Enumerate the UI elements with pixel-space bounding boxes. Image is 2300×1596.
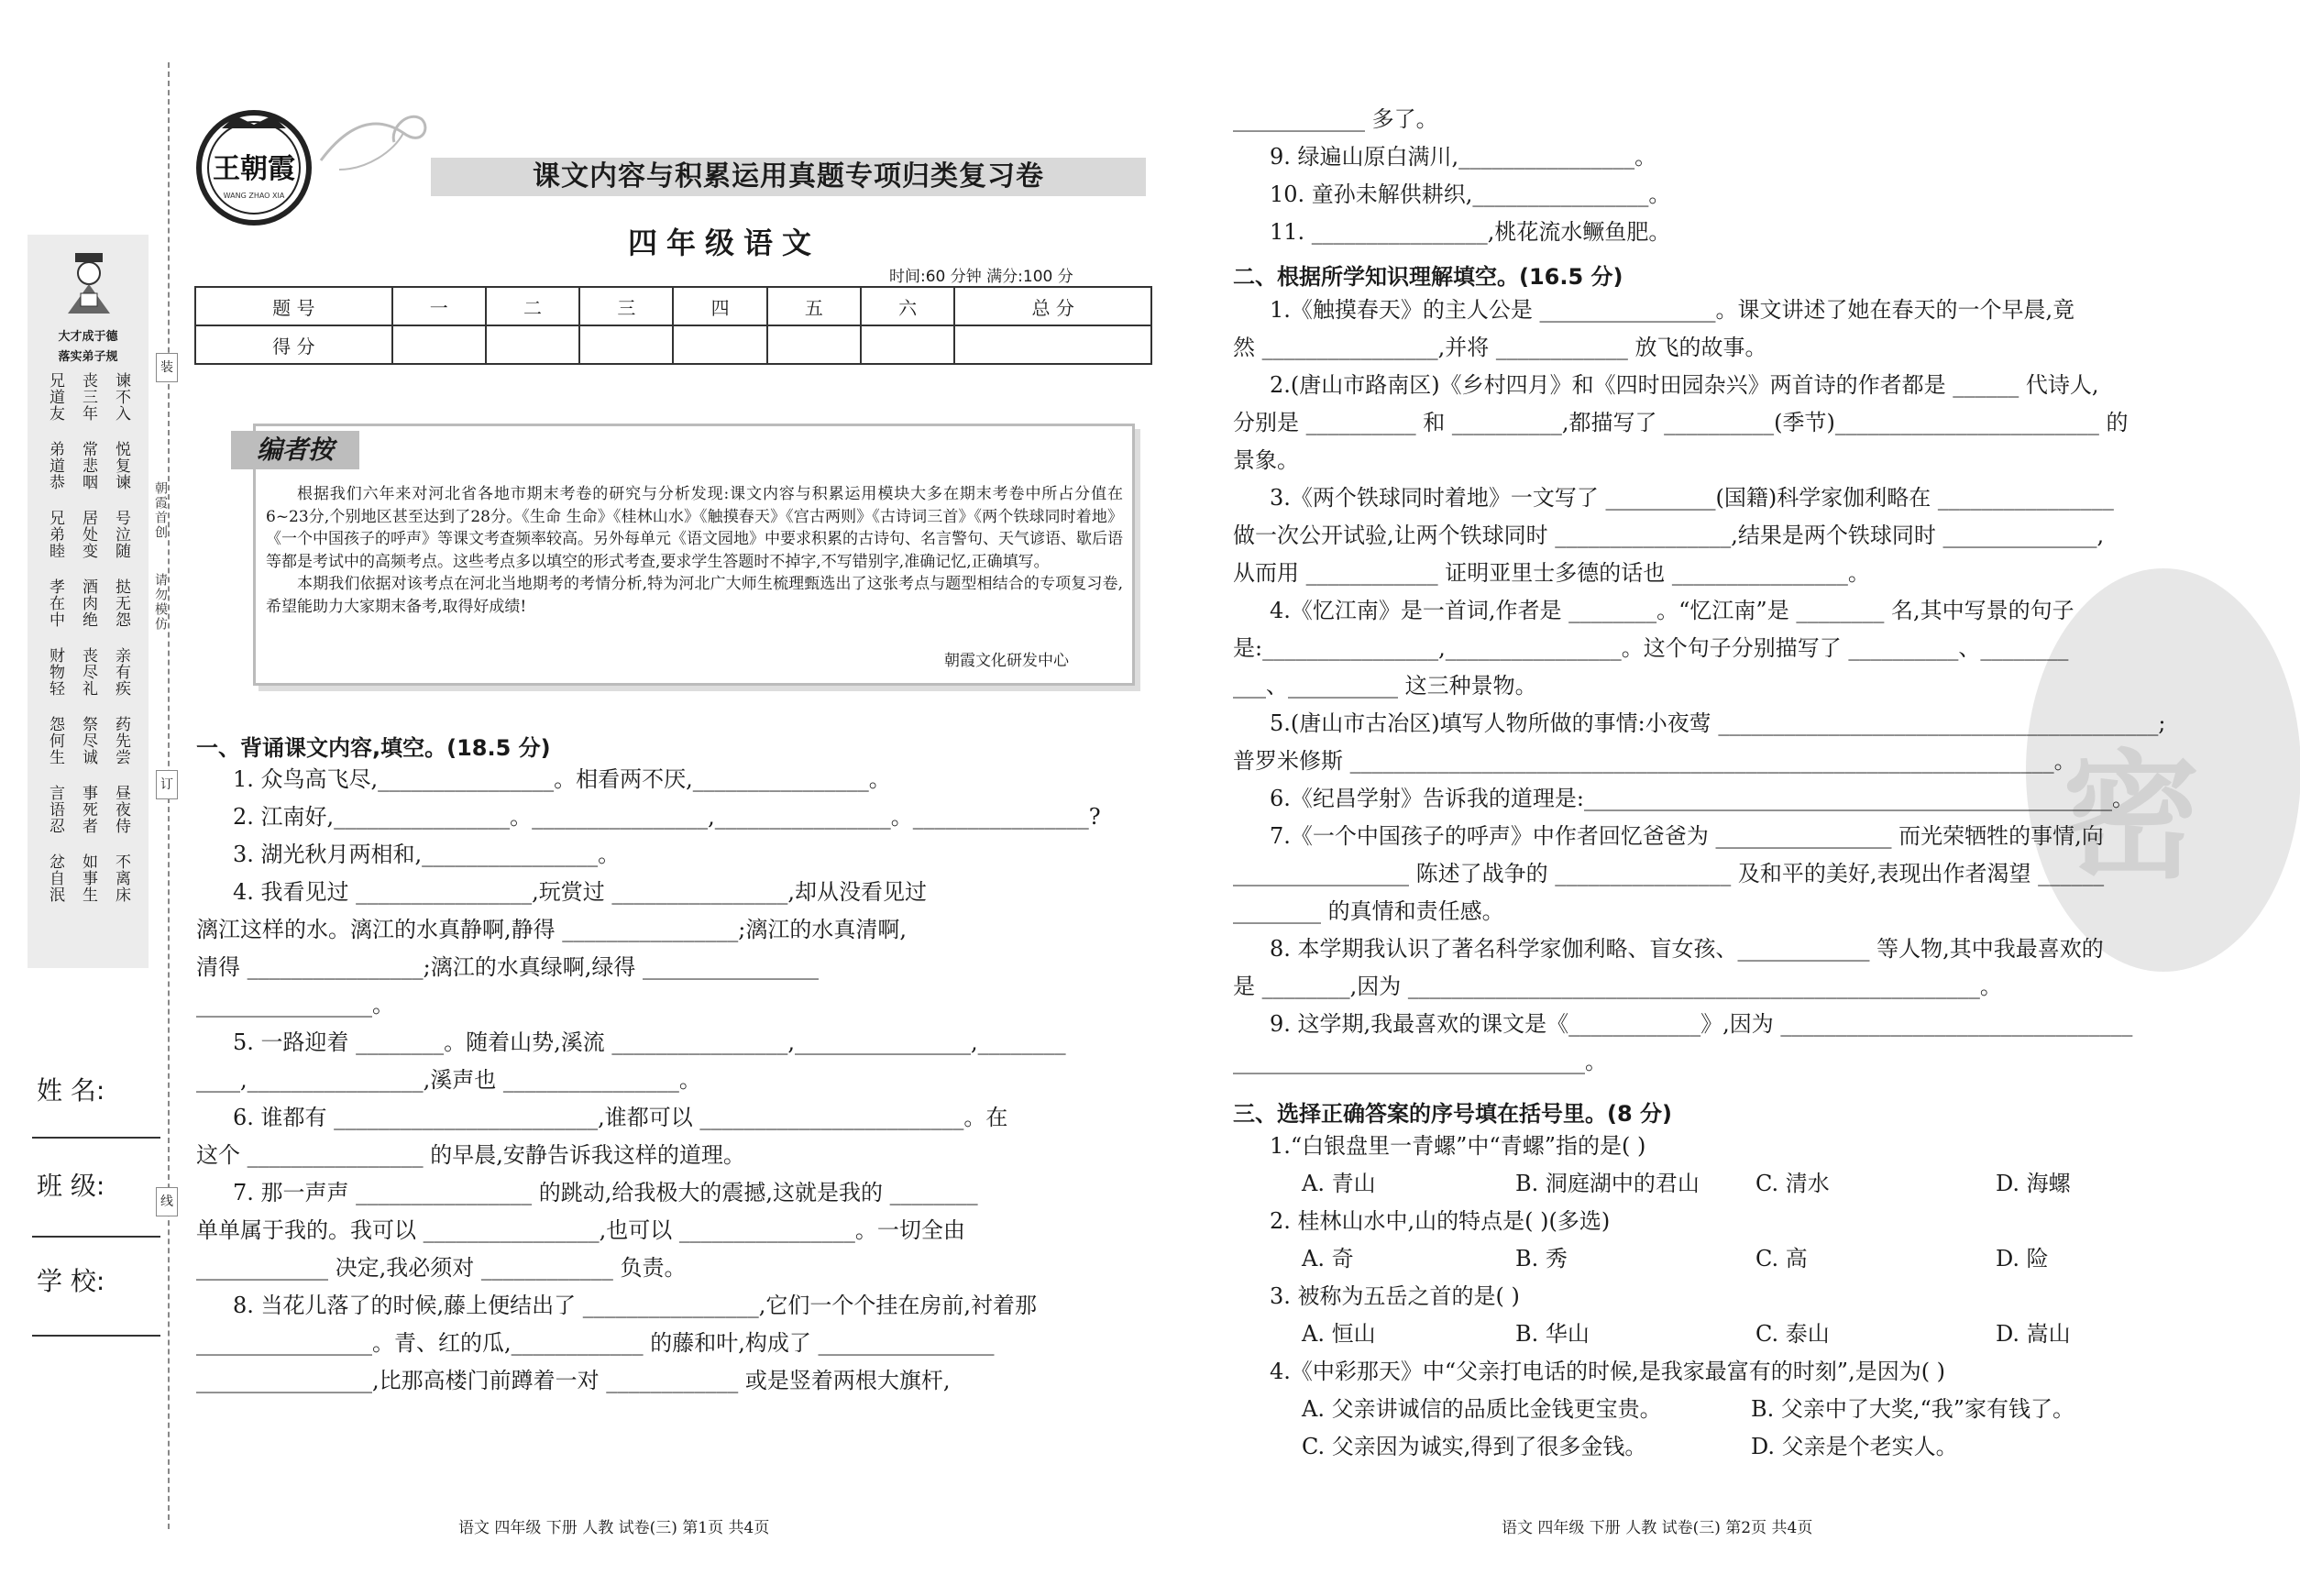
- section-3-title: 三、选择正确答案的序号填在括号里。(8 分): [1233, 1101, 1672, 1127]
- editor-note-paragraph: 本期我们依据对该考点在河北当地期考的考情分析,特为河北广大师生梳理甄选出了这张考点与题型相结合的专项复习卷,希望能助力大家期末备考,取得好成绩!: [266, 575, 1123, 616]
- score-cell[interactable]: [579, 325, 673, 364]
- question-line: 做一次公开试验,让两个铁球同时 ________________,结果是两个铁球同时 ______________,: [1233, 523, 2105, 548]
- verse-text: 言语忍: [46, 785, 64, 834]
- verse-text: 药先尝: [112, 716, 130, 765]
- question-line: ________________ 陈述了战争的 ________________ 及和平的美好,表现出作者渴望 ______: [1233, 861, 2105, 886]
- question-line: 是:________________,________________。这个句子分别描写了 __________、________: [1233, 635, 2069, 661]
- question-line: 是 ________,因为 ____________________________________________________。: [1233, 974, 2002, 999]
- verse-text: 怨何生: [46, 716, 64, 765]
- score-cell[interactable]: [954, 325, 1151, 364]
- logo-subtext: WANG ZHAO XIA: [223, 192, 285, 200]
- score-cell[interactable]: [767, 325, 861, 364]
- question-line: ___、__________ 这三种景物。: [1233, 673, 1537, 699]
- score-table-header-row: [195, 287, 1151, 325]
- question-line: ____,________________,溪声也 ________________。: [196, 1067, 701, 1093]
- ribbon-bow-icon: [303, 105, 440, 179]
- choice-option[interactable]: B. 父亲中了大奖,“我”家有钱了。: [1751, 1396, 2075, 1422]
- verse-text: 谏不入: [112, 372, 130, 422]
- choice-option[interactable]: B. 华山: [1515, 1321, 1590, 1347]
- motto-1: 大才成于德: [58, 330, 118, 344]
- verse-text: 亲有疾: [112, 647, 130, 697]
- question-line: 单单属于我的。我可以 ________________,也可以 ________________。一切全由: [196, 1217, 965, 1243]
- name-label: 姓 名:: [37, 1075, 105, 1106]
- table-cell: 四: [673, 287, 766, 325]
- question-line: 1.《触摸春天》的主人公是 ________________。课文讲述了她在春天的一个早晨,竟: [1270, 297, 2075, 323]
- question-line: 7. 那一声声 ________________ 的跳动,给我极大的震撼,这就是我的 ________: [233, 1180, 978, 1205]
- choice-option[interactable]: A. 恒山: [1302, 1321, 1376, 1347]
- question-line: 2. 江南好,________________。________________,________________。________________?: [233, 804, 1101, 830]
- verse-text: 悦复谏: [112, 441, 130, 490]
- choice-option[interactable]: C. 高: [1755, 1246, 1808, 1271]
- verse-text: 昼夜侍: [112, 785, 130, 834]
- editor-note-body: [266, 483, 1123, 618]
- verse-text: 事死者: [79, 785, 97, 834]
- choice-option[interactable]: D. 海螺: [1996, 1171, 2071, 1196]
- verse-text: 号泣随: [112, 510, 130, 559]
- verse-row: [46, 510, 130, 578]
- question-line: ________________,比那高楼门前蹲着一对 ____________ 或是竖着两根大旗杆,: [196, 1368, 951, 1393]
- question-line: 5.(唐山市古冶区)填写人物所做的事情:小夜莺 ________________________________________;: [1270, 710, 2166, 736]
- choice-option[interactable]: C. 父亲因为诚实,得到了很多金钱。: [1302, 1434, 1647, 1459]
- verse-row: [46, 716, 130, 785]
- verse-text: 如事生: [79, 853, 97, 903]
- question-line: 4. 我看见过 ________________,玩赏过 ________________,却从没看见过: [233, 879, 928, 905]
- choice-option[interactable]: D. 险: [1996, 1246, 2049, 1271]
- choice-question-stem: 4.《中彩那天》中“父亲打电话的时候,是我家最富有的时刻”,是因为( ): [1270, 1359, 1946, 1384]
- binding-sidebar: [28, 235, 149, 968]
- verse-row: [46, 372, 130, 441]
- choice-option[interactable]: A. 奇: [1302, 1246, 1354, 1271]
- binding-seal-2: 订: [156, 770, 178, 799]
- choice-question-stem: 2. 桂林山水中,山的特点是( )(多选): [1270, 1208, 1611, 1234]
- question-line: ________________。: [196, 992, 394, 1018]
- verse-columns: [46, 372, 130, 922]
- verse-text: 丧三年: [79, 372, 97, 422]
- score-cell[interactable]: [861, 325, 954, 364]
- logo-text: 王朝霞: [213, 153, 295, 185]
- verse-text: 祭尽诚: [79, 716, 97, 765]
- choice-option[interactable]: A. 父亲讲诚信的品质比金钱更宝贵。: [1302, 1396, 1662, 1422]
- verse-row: [46, 441, 130, 510]
- verse-row: [46, 853, 130, 922]
- editor-note-title: 编者按: [231, 431, 359, 469]
- choice-option[interactable]: D. 嵩山: [1996, 1321, 2071, 1347]
- choice-option[interactable]: C. 清水: [1755, 1171, 1830, 1196]
- question-line: 然 ________________,并将 ____________ 放飞的故事。: [1233, 335, 1767, 360]
- verse-text: 兄弟睦: [46, 510, 64, 559]
- choice-option[interactable]: B. 秀: [1515, 1246, 1568, 1271]
- score-table: [194, 286, 1152, 365]
- name-field[interactable]: [32, 1137, 160, 1139]
- verse-text: 丧尽礼: [79, 647, 97, 697]
- motto-2: 落实弟子规: [58, 350, 118, 364]
- verse-text: 兄道友: [46, 372, 64, 422]
- question-line: 清得 ________________;漓江的水真绿啊,绿得 ________________: [196, 954, 819, 980]
- question-line: 3.《两个铁球同时着地》一文写了 __________(国籍)科学家伽利略在 ________________: [1270, 485, 2114, 511]
- table-cell: 题 号: [195, 287, 392, 325]
- page-title: 课文内容与积累运用真题专项归类复习卷: [431, 158, 1146, 196]
- page-footer-right: 语文 四年级 下册 人教 试卷(三) 第2页 共4页: [1502, 1519, 1813, 1537]
- question-line: ________________________________。: [1233, 1049, 1607, 1074]
- question-line: ________ 的真情和责任感。: [1233, 898, 1504, 924]
- question-line: 1. 众鸟高飞尽,________________。相看两不厌,________________。: [233, 766, 891, 792]
- question-line: 7.《一个中国孩子的呼声》中作者回忆爸爸为 ________________ 而光荣牺牲的事情,向: [1270, 823, 2104, 849]
- question-line: 6. 谁都有 ________________________,谁都可以 ________________________。在: [233, 1105, 1008, 1130]
- question-line: ____________ 多了。: [1233, 106, 1438, 132]
- question-line: 8. 当花儿落了的时候,藤上便结出了 ________________,它们一个个挂在房前,衬着那: [233, 1293, 1038, 1318]
- binding-seal-1: 装: [156, 353, 178, 382]
- verse-row: [46, 785, 130, 853]
- verse-text: 孝在中: [46, 578, 64, 628]
- class-field[interactable]: [32, 1236, 160, 1238]
- score-cell[interactable]: [486, 325, 579, 364]
- question-line: 4.《忆江南》是一首词,作者是 ________。“忆江南”是 ________ 名,其中写景的句子: [1270, 598, 2074, 623]
- choice-options: [1233, 1165, 2195, 1203]
- verse-text: 常悲咽: [79, 441, 97, 490]
- section-1-body: [196, 761, 1154, 1400]
- verse-text: 忿自泯: [46, 853, 64, 903]
- section-2-title: 二、根据所学知识理解填空。(16.5 分): [1233, 264, 1623, 290]
- question-line: 2.(唐山市路南区)《乡村四月》和《四时田园杂兴》两首诗的作者都是 ______ 代诗人,: [1270, 372, 2099, 398]
- verse-text: 财物轻: [46, 647, 64, 697]
- choice-option[interactable]: C. 泰山: [1755, 1321, 1830, 1347]
- school-field[interactable]: [32, 1335, 160, 1337]
- choice-options: [1233, 1391, 2195, 1428]
- section-2-body: [1233, 292, 2195, 1081]
- choice-option[interactable]: B. 洞庭湖中的君山: [1515, 1171, 1700, 1196]
- question-line: 3. 湖光秋月两相和,________________。: [233, 842, 621, 867]
- question-line: 从而用 ____________ 证明亚里士多德的话也 ________________。: [1233, 560, 1870, 586]
- section-3-body: [1233, 1128, 2195, 1466]
- page-subtitle: 四年级语文: [627, 226, 820, 260]
- table-cell: 得 分: [195, 325, 392, 364]
- verse-row: [46, 578, 130, 647]
- section-1-continued: [1233, 101, 2195, 251]
- choice-options: [1233, 1240, 2195, 1278]
- verse-text: 酒肉绝: [79, 578, 97, 628]
- choice-option[interactable]: D. 父亲是个老实人。: [1751, 1434, 1958, 1459]
- verse-text: 居处变: [79, 510, 97, 559]
- verse-text: 挞无怨: [112, 578, 130, 628]
- choice-question-stem: 3. 被称为五岳之首的是( ): [1270, 1283, 1520, 1309]
- question-line: 9. 这学期,我最喜欢的课文是《____________》,因为 ________________________________: [1270, 1011, 2133, 1037]
- scholar-figure-icon: [62, 253, 116, 317]
- school-label: 学 校:: [37, 1266, 105, 1296]
- page-footer-left: 语文 四年级 下册 人教 试卷(三) 第1页 共4页: [458, 1519, 770, 1537]
- score-cell[interactable]: [673, 325, 766, 364]
- vertical-note-2: 请勿模仿: [153, 573, 168, 632]
- question-line: ____________ 决定,我必须对 ____________ 负责。: [196, 1255, 687, 1281]
- question-line: 6.《纪昌学射》告诉我的道理是:________________________________________________。: [1270, 786, 2134, 811]
- question-line: 9. 绿遍山原白满川,________________。: [1270, 144, 1657, 170]
- question-line: ________________。青、红的瓜,____________ 的藤和叶,构成了 ________________: [196, 1330, 995, 1356]
- verse-row: [46, 647, 130, 716]
- table-cell: 总 分: [954, 287, 1151, 325]
- question-line: 漓江这样的水。漓江的水真静啊,静得 ________________;漓江的水真清啊,: [196, 917, 907, 942]
- watermark-text: 密: [2063, 736, 2201, 897]
- table-cell: 五: [767, 287, 861, 325]
- question-line: 11. ________________,桃花流水鳜鱼肥。: [1270, 219, 1671, 245]
- score-table-score-row: [195, 325, 1151, 364]
- table-cell: 一: [392, 287, 486, 325]
- vertical-note-1: 朝霞首创: [153, 481, 168, 540]
- editor-note-paragraph: 根据我们六年来对河北省各地市期末考卷的研究与分析发现:课文内容与积累运用模块大多在期末考卷中所占分值在6~23分,个别地区甚至达到了28分。《生命 生命》《桂林山水》《触摸春天》《宫古两则》《古诗词三首》《两个铁球同时着地》《一个中国孩子的呼声》等课文考查频率较高。另外每单元《语文园地》中要求积累的古诗句、名言警句、天气谚语、歇后语等都是考试中的高频考点。这些考点多以填空的形式考查,要求学生答题时不掉字,不写错别字,准确记忆,正确填写。: [266, 485, 1123, 571]
- table-cell: 六: [861, 287, 954, 325]
- table-cell: 三: [579, 287, 673, 325]
- question-line: 景象。: [1233, 447, 1299, 473]
- question-line: 10. 童孙未解供耕织,________________。: [1270, 182, 1671, 207]
- choice-options: [1233, 1315, 2195, 1353]
- verse-text: 不离床: [112, 853, 130, 903]
- editor-note-signature: 朝霞文化研发中心: [944, 652, 1069, 670]
- choice-options: [1233, 1428, 2195, 1466]
- question-line: 这个 ________________ 的早晨,安静告诉我这样的道理。: [196, 1142, 745, 1168]
- table-cell: 二: [486, 287, 579, 325]
- question-line: 分别是 __________ 和 __________,都描写了 __________(季节)________________________ 的: [1233, 410, 2129, 435]
- question-line: 普罗米修斯 ________________________________________________________________。: [1233, 748, 2076, 774]
- choice-option[interactable]: A. 青山: [1302, 1171, 1376, 1196]
- question-line: 5. 一路迎着 ________。随着山势,溪流 ________________,________________,________: [233, 1029, 1066, 1055]
- choice-question-stem: 1.“白银盘里一青螺”中“青螺”指的是( ): [1270, 1133, 1646, 1159]
- section-1-title: 一、背诵课文内容,填空。(18.5 分): [196, 735, 551, 761]
- score-cell[interactable]: [392, 325, 486, 364]
- time-info: 时间:60 分钟 满分:100 分: [889, 268, 1073, 286]
- verse-text: 弟道恭: [46, 441, 64, 490]
- question-line: 8. 本学期我认识了著名科学家伽利略、盲女孩、____________ 等人物,其中我最喜欢的: [1270, 936, 2104, 962]
- wangzhaoxia-logo: [194, 108, 314, 227]
- binding-seal-3: 线: [156, 1187, 178, 1216]
- class-label: 班 级:: [37, 1171, 105, 1201]
